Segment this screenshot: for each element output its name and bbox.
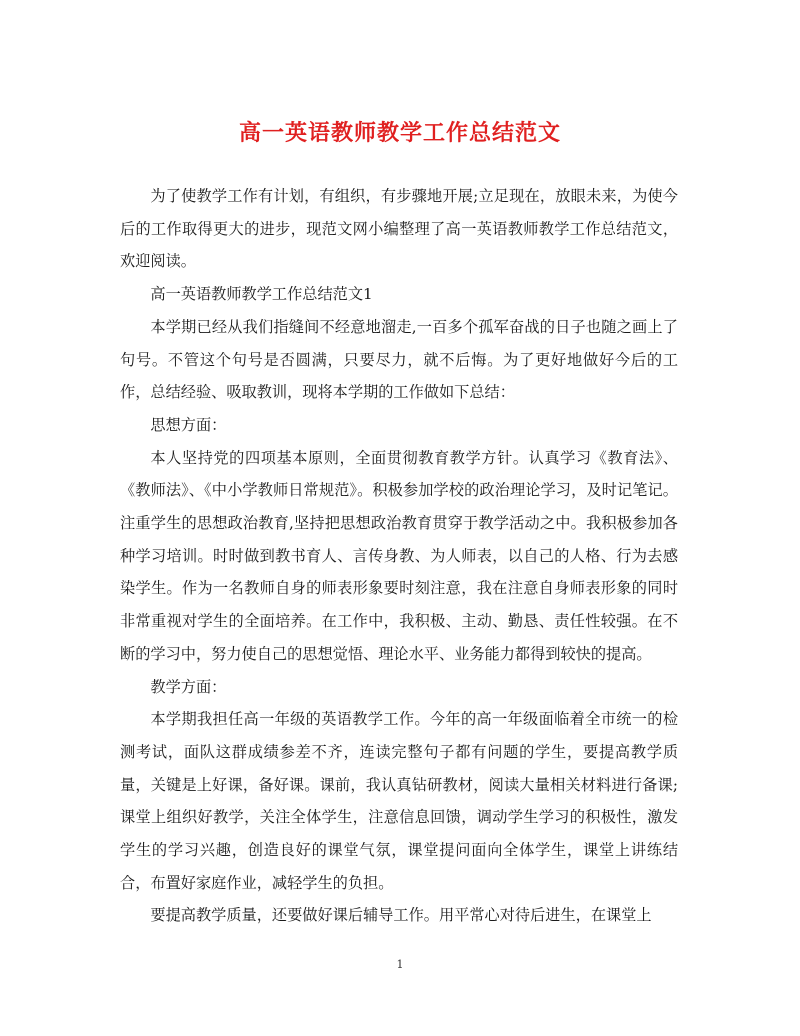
body-paragraph: 要提高教学质量，还要做好课后辅导工作。用平常心对待后进生，在课堂上 bbox=[150, 906, 652, 925]
section-heading: 高一英语教师教学工作总结范文1 bbox=[150, 285, 373, 304]
subsection-heading-thought: 思想方面： bbox=[150, 415, 227, 434]
document-title: 高一英语教师教学工作总结范文 bbox=[238, 120, 561, 146]
page-number: 1 bbox=[396, 958, 404, 971]
body-paragraph: 本人坚持党的四项基本原则，全面贯彻教育教学方针。认真学习《教育法》、《教师法》、《中小学教师日常规范》。积极参加学校的政治理论学习，及时记笔记。注重学生的思想政治教育,坚持把思想政治教育贯穿于教学活动之中。我积极参加各种学习培训。时时做到教书育人、言传身教、为人师表，以自己的人格、行为去感染学生。作为一名教师自身的师表形象要时刻注意，我在注意自身师表形象的同时非常重视对学生的全面培养。在工作中，我积极、主动、勤恳、责任性较强。在不断的学习中，努力使自己的思想觉悟、理论水平、业务能力都得到较快的提高。 bbox=[120, 448, 678, 663]
subsection-heading-teaching: 教学方面： bbox=[150, 677, 227, 696]
document-body bbox=[120, 180, 678, 932]
body-paragraph: 本学期已经从我们指缝间不经意地溜走,一百多个孤军奋战的日子也随之画上了句号。不管这个句号是否圆满，只要尽力，就不后悔。为了更好地做好今后的工作，总结经验、吸取教训，现将本学期的工作做如下总结： bbox=[120, 317, 678, 402]
intro-paragraph: 为了使教学工作有计划，有组织，有步骤地开展;立足现在，放眼未来，为使今后的工作取得更大的进步，现范文网小编整理了高一英语教师教学工作总结范文，欢迎阅读。 bbox=[120, 187, 678, 271]
body-paragraph: 本学期我担任高一年级的英语教学工作。今年的高一年级面临着全市统一的检测考试，面队这群成绩参差不齐，连读完整句子都有问题的学生，要提高教学质量，关键是上好课，备好课。课前，我认真钻研教材，阅读大量相关材料进行备课;课堂上组织好教学，关注全体学生，注意信息回馈，调动学生学习的积极性，激发学生的学习兴趣，创造良好的课堂气氛，课堂提问面向全体学生，课堂上讲练结合，布置好家庭作业，减轻学生的负担。 bbox=[120, 710, 678, 892]
